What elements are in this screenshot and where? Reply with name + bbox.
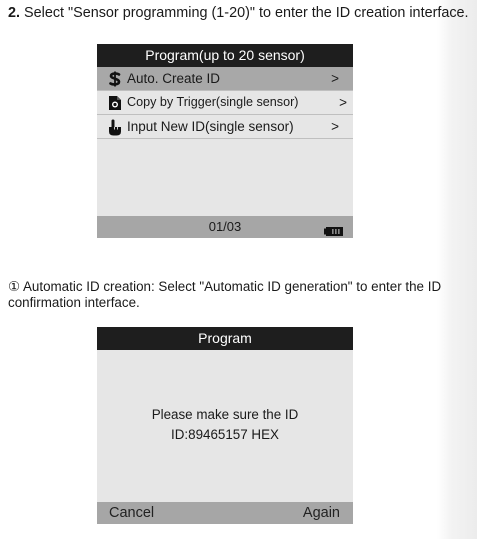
menu-item-copy-by-trigger[interactable]: [97, 91, 353, 115]
id-confirmation-screen: [97, 327, 353, 524]
dollar-icon: [107, 71, 123, 87]
step-number: 2.: [8, 5, 21, 21]
screen-title: Program: [97, 327, 353, 350]
menu-item-auto-create-id[interactable]: [97, 67, 353, 91]
status-bar: [97, 216, 353, 238]
page-indicator: 01/03: [208, 219, 242, 234]
menu-item-label: Auto. Create ID: [127, 71, 221, 86]
hand-pointer-icon: [107, 119, 123, 135]
chevron-right-icon: >: [331, 71, 339, 86]
chevron-right-icon: >: [339, 95, 347, 110]
chevron-right-icon: >: [331, 119, 339, 134]
instruction-paragraph: ① Automatic ID creation: Select "Automatic ID generation" to enter the ID confirmation interface.: [8, 279, 442, 310]
program-menu-screen: [97, 44, 353, 238]
step-text: Select "Sensor programming (1-20)" to enter the ID creation interface.: [20, 5, 469, 21]
confirmation-message: [97, 405, 353, 445]
page-edge-shade: [437, 0, 477, 539]
id-value: ID:89465157 HEX: [171, 427, 279, 442]
cancel-button[interactable]: Cancel: [109, 505, 155, 521]
menu-item-label: Input New ID(single sensor): [127, 119, 294, 134]
menu-item-input-new-id[interactable]: [97, 115, 353, 139]
again-button[interactable]: Again: [302, 505, 340, 521]
screen-title: Program(up to 20 sensor): [97, 44, 353, 67]
softkey-bar: [97, 502, 353, 524]
document-icon: [107, 95, 123, 111]
step-instruction: [8, 4, 476, 22]
menu-item-label: Copy by Trigger(single sensor): [127, 95, 299, 109]
message-line: Please make sure the ID: [151, 407, 299, 422]
battery-icon: [324, 223, 343, 238]
